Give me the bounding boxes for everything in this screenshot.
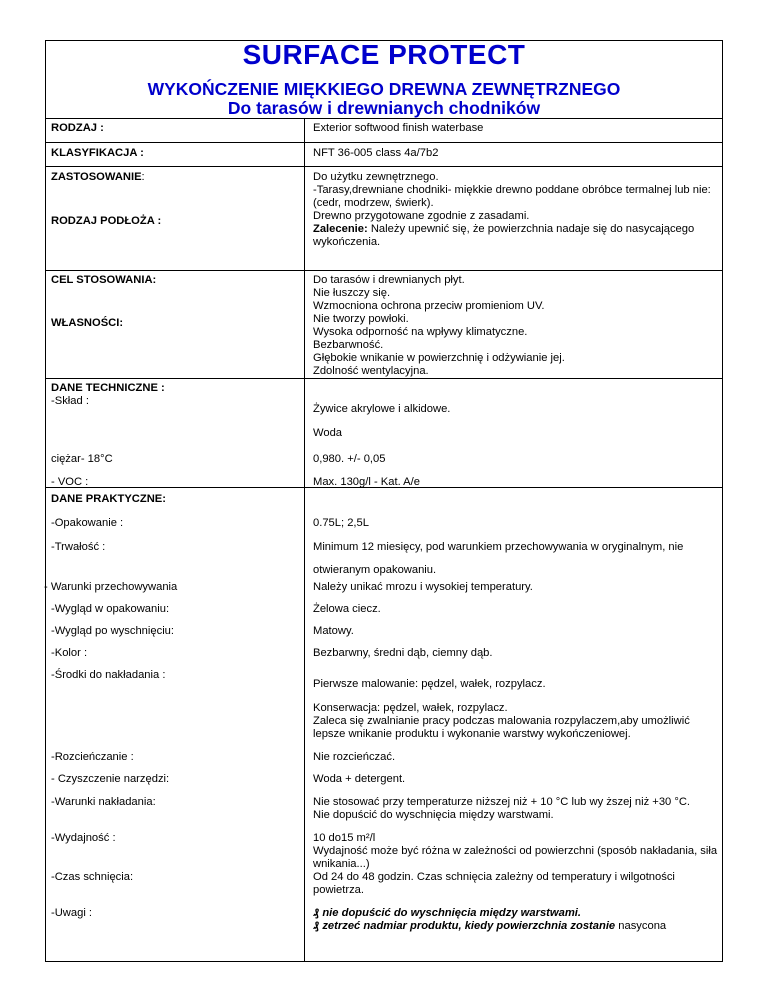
klasyfikacja-label: KLASYFIKACJA : [51,147,144,159]
uwagi-text-2: zetrzeć nadmiar produktu, kiedy powierzchnia zostanie [319,920,616,932]
cel-line: Nie łuszczy się. [313,287,391,299]
zastosowanie-colon: : [141,171,145,183]
zalecenie-text: Należy upewnić się, że powierzchnia nadaje się do nasycającego [367,223,695,235]
czyszczenie-label: - Czyszczenie narzędzi: [51,773,170,785]
wlasnosci-line: Głębokie wnikanie w powierzchnię i odżywianie jej. [313,352,565,364]
zastosowanie-line: Do użytku zewnętrznego. [313,171,439,183]
opakowanie-label: -Opakowanie : [51,517,124,529]
row-divider [46,118,722,119]
warunki-label: -Warunki nakładania: [51,796,156,808]
wyglad-wyschniecie-label: -Wygląd po wyschnięciu: [51,625,175,637]
uwagi-text-2b: nasycona [615,920,667,932]
kolor-label: -Kolor : [51,647,88,659]
row-divider [46,166,722,167]
wlasnosci-line: Wysoka odporność na wpływy klimatyczne. [313,326,528,338]
podloze-zalecenie [313,223,694,236]
podloze-line: wykończenia. [313,236,381,248]
wydajnosc-label: -Wydajność : [51,832,116,844]
konserwacja-line: Zaleca się zwalnianie pracy podczas malowania rozpylaczem,aby umożliwić [313,715,690,727]
trwalosc-value-2: otwieranym opakowaniu. [313,564,437,576]
rozcienczanie-value: Nie rozcieńczać. [313,751,396,763]
ciezar-value: 0,980. +/- 0,05 [313,453,386,465]
warunki-line: Nie stosować przy temperaturze niższej niż + 10 °C lub wy ższej niż +30 °C. [313,796,691,808]
wlasnosci-label: WŁASNOŚCI: [51,317,124,329]
cel-label: CEL STOSOWANIA: [51,274,157,286]
rozcienczanie-label: -Rozcieńczanie : [51,751,134,763]
zastosowanie-line: (cedr, modrzew, świerk). [313,197,434,209]
praktyczne-label: DANE PRAKTYCZNE: [51,493,166,505]
cel-line: Do tarasów i drewnianych płyt. [313,274,465,286]
column-divider [304,118,305,962]
sklad-value: Żywice akrylowe i alkidowe. [313,403,451,415]
czas-line: Od 24 do 48 godzin. Czas schnięcia zależny od temperatury i wilgotności [313,871,675,883]
trwalosc-label: -Trwałość : [51,541,106,553]
voc-value: Max. 130g/l - Kat. A/e [313,476,420,488]
uwagi-line-2 [313,920,666,933]
rodzaj-label: RODZAJ : [51,122,104,134]
wyglad-opakowanie-label: -Wygląd w opakowaniu: [51,603,170,615]
sklad-label: -Skład : [51,395,89,407]
row-divider [46,142,722,143]
wydajnosc-line: wnikania...) [313,858,370,870]
przechowywanie-value: Należy unikać mrozu i wysokiej temperatury. [313,581,533,593]
wyglad-wyschniecie-value: Matowy. [313,625,354,637]
klasyfikacja-value: NFT 36-005 class 4a/7b2 [313,147,439,159]
row-divider [46,270,722,271]
srodki-value: Pierwsze malowanie: pędzel, wałek, rozpylacz. [313,678,546,690]
rodzaj-value: Exterior softwood finish waterbase [313,122,484,134]
warunki-line: Nie dopuścić do wyschnięcia między warstwami. [313,809,554,821]
srodki-label: -Środki do nakładania : [51,669,166,681]
czyszczenie-value: Woda + detergent. [313,773,406,785]
voc-label: - VOC : [51,476,89,488]
page-subtitle-2: Do tarasów i drewnianych chodników [227,98,541,118]
przechowywanie-label: - Warunki przechowywania [44,581,178,593]
data-sheet [45,40,723,962]
kolor-value: Bezbarwny, średni dąb, ciemny dąb. [313,647,493,659]
konserwacja-line: lepsze wnikanie produktu i wykonanie warstwy wykończeniowej. [313,728,631,740]
uwagi-line-1 [313,907,581,920]
page-title: SURFACE PROTECT [242,39,526,70]
podloze-label: RODZAJ PODŁOŻA : [51,215,162,227]
wlasnosci-line: Nie tworzy powłoki. [313,313,409,325]
uwagi-text-1: nie dopuścić do wyschnięcia między warstwami. [319,907,581,919]
czas-label: -Czas schnięcia: [51,871,134,883]
trwalosc-value: Minimum 12 miesięcy, pod warunkiem przechowywania w oryginalnym, nie [313,541,684,553]
row-divider [46,378,722,379]
sklad-value-2: Woda [313,427,343,439]
techniczne-label: DANE TECHNICZNE : [51,382,165,394]
bullet-icon: ₰ [313,920,320,932]
wydajnosc-line: 10 do15 m²/l [313,832,376,844]
wlasnosci-line: Zdolność wentylacyjna. [313,365,429,377]
czas-line: powietrza. [313,884,364,896]
zastosowanie-label: ZASTOSOWANIE [51,171,142,183]
podloze-line: Drewno przygotowane zgodnie z zasadami. [313,210,530,222]
zastosowanie-line: -Tarasy,drewniane chodniki- miękkie drewno poddane obróbce termalnej lub nie: [313,184,711,196]
page-subtitle: WYKOŃCZENIE MIĘKKIEGO DREWNA ZEWNĘTRZNEGO [147,79,621,99]
uwagi-label: -Uwagi : [51,907,93,919]
wlasnosci-line: Bezbarwność. [313,339,384,351]
opakowanie-value: 0.75L; 2,5L [313,517,369,529]
wyglad-opakowanie-value: Żelowa ciecz. [313,603,381,615]
wydajnosc-line: Wydajność może być różna w zależności od powierzchni (sposób nakładania, siła [313,845,718,857]
cel-line: Wzmocniona ochrona przeciw promieniom UV. [313,300,545,312]
bullet-icon: ₰ [313,907,320,919]
zastosowanie-label-wrap [51,171,145,184]
zalecenie-label: Zalecenie: [313,223,368,235]
ciezar-label: ciężar- 18°C [51,453,113,465]
konserwacja-line: Konserwacja: pędzel, wałek, rozpylacz. [313,702,508,714]
